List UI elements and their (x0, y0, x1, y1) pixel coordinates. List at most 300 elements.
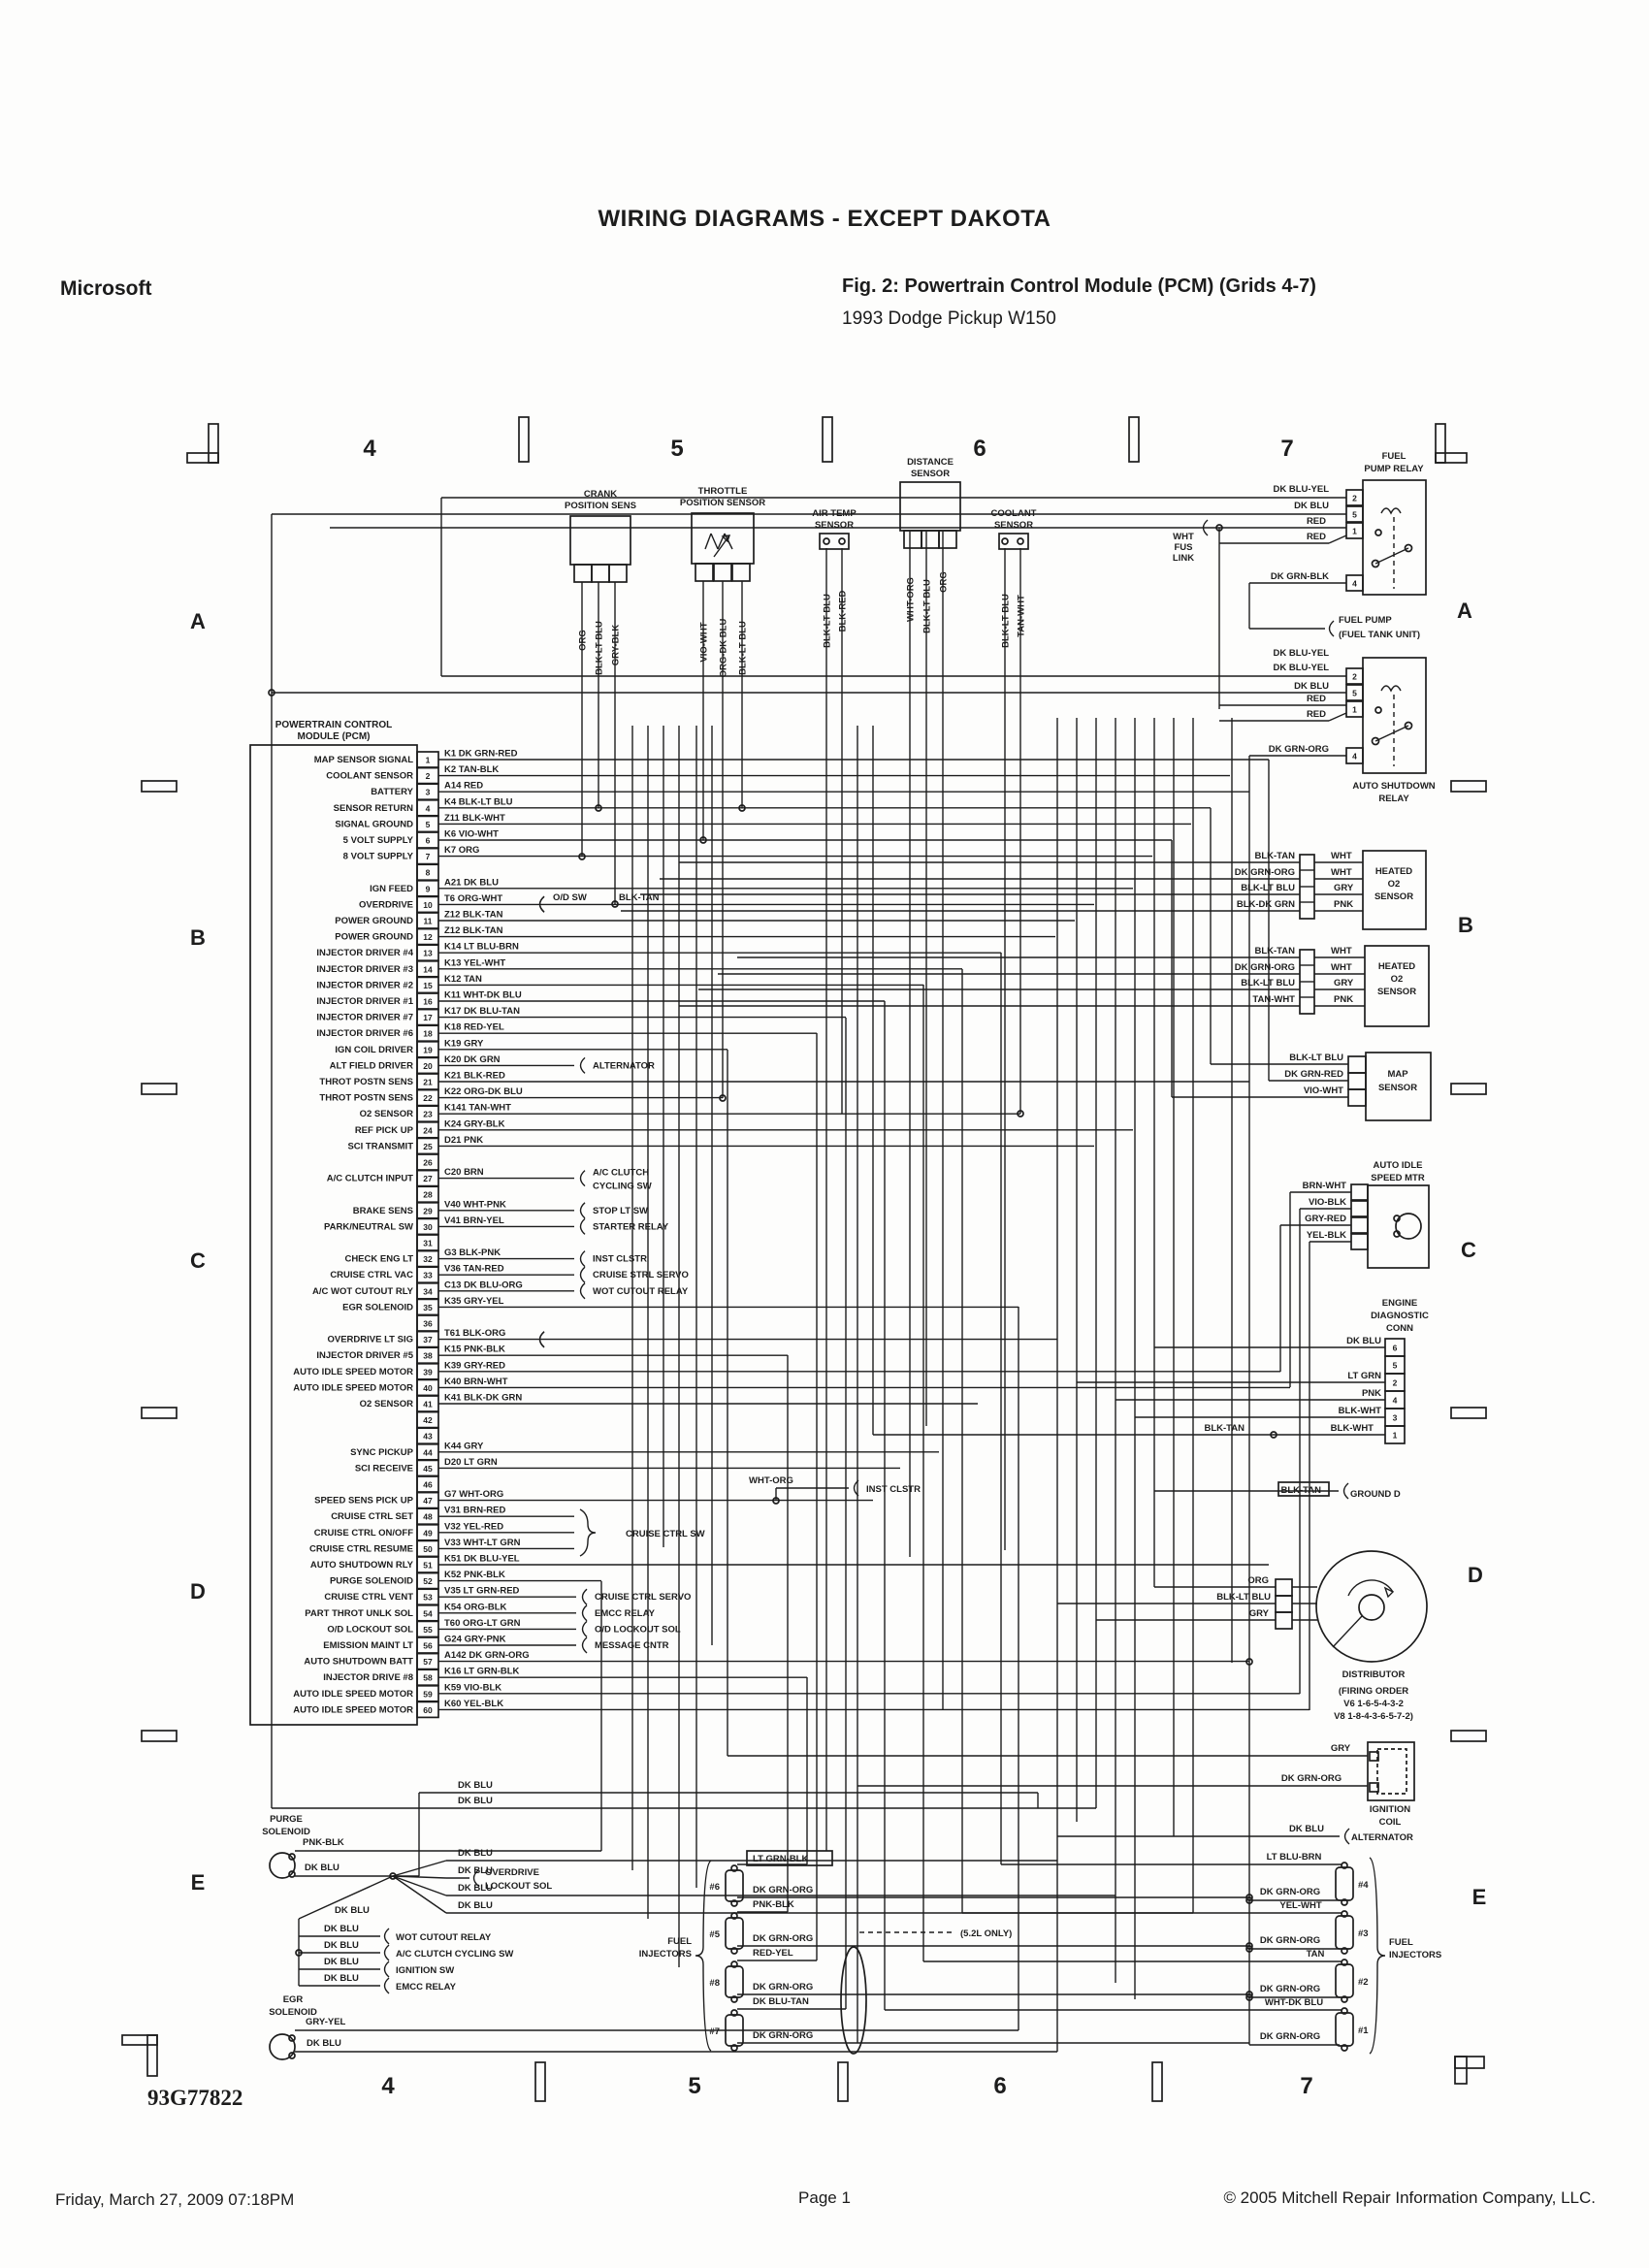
pcm-pin-number: 40 (423, 1382, 433, 1393)
sensor-title: CRANK (583, 489, 618, 500)
sensor-title: AIR TEMP (812, 508, 857, 519)
grid-row-letter: E (1471, 1885, 1487, 1909)
pcm-pin-label: AUTO SHUTDOWN BATT (304, 1656, 413, 1668)
pcm-wire-code: Z12 BLK-TAN (444, 909, 503, 921)
diagram-label: DK GRN-ORG (1268, 744, 1329, 755)
diagram-label: DK BLU (458, 1796, 493, 1806)
diagram-label: LT GRN-BLK (753, 1854, 809, 1864)
diagram-label: VIO-WHT (1303, 1085, 1343, 1096)
pcm-wire-code: V41 BRN-YEL (444, 1215, 504, 1226)
pcm-wire-code: K19 GRY (444, 1038, 484, 1050)
diagram-label: BRN-WHT (1302, 1181, 1346, 1191)
distributor-rotor (1333, 1616, 1362, 1647)
grid-row-letter: E (190, 1870, 206, 1895)
diagram-label: #6 (709, 1882, 720, 1893)
connector-pin-number: 2 (1352, 493, 1357, 503)
pcm-wire-code: K1 DK GRN-RED (444, 748, 518, 760)
diagram-label: #3 (1358, 1928, 1369, 1939)
connector-pin-number: 5 (1352, 688, 1357, 698)
diagram-label: DK BLU (324, 1940, 359, 1951)
pcm-pin-number: 18 (423, 1028, 433, 1039)
grid-mark (142, 1731, 177, 1741)
grid-col-number: 4 (381, 2073, 395, 2099)
diagram-label: (5.2L ONLY) (960, 1928, 1013, 1939)
pcm-pin-label: A/C CLUTCH INPUT (326, 1173, 413, 1184)
diagram-label: GRY (1248, 1608, 1269, 1619)
diagram-label: OVERDRIVE (485, 1867, 539, 1878)
diagram-label: MAP (1387, 1069, 1408, 1080)
connector-cell (922, 531, 939, 548)
pcm-pin-number: 20 (423, 1060, 433, 1071)
pcm-pin-label: PURGE SOLENOID (329, 1575, 413, 1587)
pcm-pin-label: CHECK ENG LT (344, 1253, 413, 1265)
diagram-label: VIO-BLK (1308, 1197, 1346, 1208)
diagram-label: (FUEL TANK UNIT) (1339, 630, 1421, 640)
grid-mark (535, 2062, 545, 2101)
page-title: WIRING DIAGRAMS - EXCEPT DAKOTA (598, 206, 1051, 232)
connector-cell (1276, 1596, 1292, 1612)
grid-mark (1129, 417, 1139, 462)
diagram-label: DK BLU (458, 1780, 493, 1791)
brace (1370, 1858, 1385, 2054)
pcm-wire-code: V33 WHT-LT GRN (444, 1537, 521, 1548)
diagram-label: BLK-WHT (1338, 1406, 1381, 1416)
diagram-label: GRY-RED (1305, 1214, 1346, 1224)
diagram-label: HEATED (1374, 866, 1413, 877)
connector-cell (939, 531, 956, 548)
diagram-label: LT BLU-BRN (1266, 1852, 1322, 1863)
injector-box (1336, 1867, 1353, 1900)
pcm-wire-code: K13 YEL-WHT (444, 957, 506, 969)
grid-col-number: 4 (363, 436, 376, 462)
wire-hook-icon (583, 1605, 588, 1621)
wire (705, 534, 711, 549)
brace-label: INJECTORS (1389, 1950, 1442, 1960)
grid-col-number: 7 (1300, 2073, 1313, 2099)
diagram-label: SENSOR (1376, 987, 1417, 997)
pcm-pin-number: 52 (423, 1576, 433, 1587)
pcm-pin-label: PARK/NEUTRAL SW (323, 1221, 413, 1233)
diagram-label: FUS (1174, 542, 1193, 553)
connector-pin-number: 5 (1352, 509, 1357, 520)
grid-col-number: 5 (670, 436, 684, 462)
wire-target-label: INST CLSTR (593, 1253, 647, 1265)
diagram-label: SOLENOID (262, 1827, 310, 1837)
diagram-label: LOCKOUT SOL (485, 1881, 553, 1892)
grid-col-number: 6 (993, 2073, 1007, 2099)
wire-hook-icon (581, 1057, 586, 1073)
pcm-pin-label: AUTO IDLE SPEED MOTOR (293, 1382, 413, 1394)
diagram-label: ORG (1247, 1575, 1269, 1586)
diagram-label: O2 (1390, 974, 1404, 985)
pcm-pin-number: 30 (423, 1221, 433, 1232)
diagram-label: PNK-BLK (303, 1837, 344, 1848)
diagram-label: SOLENOID (269, 2007, 317, 2018)
pcm-pin-number: 38 (423, 1350, 433, 1361)
sensor-box (900, 482, 960, 531)
sensor-wire-label: TAN-WHT (1016, 595, 1027, 637)
diagram-label: DK BLU-YEL (1273, 484, 1329, 495)
diagram-label: BLK-LT BLU (1289, 1053, 1343, 1063)
diagram-label: DISTRIBUTOR (1342, 1669, 1406, 1680)
pcm-pin-number: 24 (423, 1125, 433, 1136)
diagram-label: #8 (709, 1978, 720, 1989)
diagram-label: PNK (1361, 1388, 1381, 1399)
pcm-pin-number: 56 (423, 1640, 433, 1651)
pcm-pin-number: 49 (423, 1528, 433, 1539)
pcm-wire-code: V32 YEL-RED (444, 1521, 504, 1533)
pcm-wire-code: K59 VIO-BLK (444, 1682, 502, 1694)
junction-dot (1375, 530, 1381, 535)
wire-target-label: EMCC RELAY (595, 1607, 655, 1619)
connector-cell (714, 564, 731, 581)
wire-hook-icon (581, 1283, 586, 1299)
sensor-wire-label: WHT-ORG (905, 577, 917, 622)
diagram-label: DK BLU-YEL (1273, 663, 1329, 673)
diagram-label: DK BLU (458, 1883, 493, 1894)
sensor-wire-label: BLK-LT BLU (737, 621, 749, 675)
connector-cell (574, 565, 592, 582)
pcm-wire-code: K2 TAN-BLK (444, 764, 500, 776)
connector-cell (1348, 1089, 1366, 1106)
pcm-pin-label: IGN FEED (370, 883, 413, 894)
relay-contact (1375, 548, 1408, 564)
grid-mark (838, 2062, 848, 2101)
diagram-label: PUMP RELAY (1364, 464, 1424, 474)
sensor-wire-label: ORG-DK BLU (718, 618, 729, 678)
diagram-label: WHT (1331, 962, 1352, 973)
pcm-pin-label: OVERDRIVE (359, 899, 413, 911)
sensor-title: SENSOR (993, 520, 1034, 531)
pcm-pin-label: ALT FIELD DRIVER (329, 1060, 413, 1072)
pcm-pin-number: 37 (423, 1335, 433, 1345)
diagram-label: DIAGNOSTIC (1371, 1311, 1429, 1321)
wire-hook-icon (581, 1251, 586, 1267)
connector-pin-number: 1 (1392, 1430, 1398, 1441)
diagram-label: RED (1306, 709, 1326, 720)
diagram-label: SENSOR (1374, 891, 1414, 902)
diagram-label: O/D SW (553, 892, 587, 903)
grid-row-letter: D (1468, 1563, 1483, 1587)
grid-mark (1451, 781, 1486, 792)
diagram-number: 93G77822 (147, 2086, 243, 2110)
wire (393, 1876, 446, 1895)
pcm-pin-label: INJECTOR DRIVE #8 (323, 1672, 413, 1684)
grid-mark (142, 781, 177, 792)
pcm-wire-code: K39 GRY-RED (444, 1360, 505, 1372)
pcm-pin-label: SIGNAL GROUND (335, 819, 413, 830)
pcm-wire-code: K18 RED-YEL (444, 1021, 504, 1033)
wire (393, 1876, 446, 1878)
wire-hook-icon (581, 1218, 586, 1234)
diagram-label: GRY-YEL (306, 2017, 346, 2027)
component-box (1363, 851, 1426, 929)
relay-coil-icon (1381, 508, 1401, 513)
pcm-wire-code: V31 BRN-RED (444, 1505, 506, 1516)
diagram-label: DK BLU (305, 1863, 340, 1873)
pcm-pin-number: 29 (423, 1206, 433, 1216)
pcm-pin-number: 51 (423, 1560, 433, 1571)
diagram-label: DK GRN-ORG (753, 1885, 814, 1895)
connector-pin-number: 1 (1352, 526, 1357, 536)
pcm-pin-label: SCI RECEIVE (354, 1463, 413, 1474)
pcm-pin-label: SYNC PICKUP (350, 1446, 413, 1458)
figure-subtitle: 1993 Dodge Pickup W150 (842, 308, 1056, 329)
pcm-pin-number: 44 (423, 1447, 433, 1458)
diagram-label: DK GRN-ORG (1234, 867, 1295, 878)
pcm-pin-label: INJECTOR DRIVER #5 (316, 1350, 413, 1362)
sensor-box (570, 516, 630, 565)
diagram-label: BLK-LT BLU (1216, 1592, 1271, 1603)
pcm-wire-code: A14 RED (444, 780, 484, 792)
wire-hook-icon (1345, 1829, 1350, 1844)
pcm-pin-number: 34 (423, 1286, 433, 1297)
pcm-pin-number: 54 (423, 1608, 433, 1619)
wire-hook-icon (581, 1267, 586, 1282)
diagram-label: GRY (1330, 1743, 1351, 1754)
pcm-pin-label: REF PICK UP (354, 1124, 413, 1136)
pcm-wire-code: T61 BLK-ORG (444, 1328, 506, 1340)
pcm-wire-code: K24 GRY-BLK (444, 1118, 505, 1130)
pcm-pin-number: 14 (423, 964, 433, 975)
grid-col-number: 7 (1280, 436, 1294, 462)
wire-target-label: CRUISE STRL SERVO (593, 1270, 689, 1281)
pcm-pin-label: BATTERY (371, 787, 413, 798)
junction-dot (1375, 707, 1381, 713)
diagram-label: YEL-BLK (1306, 1230, 1346, 1241)
pcm-pin-label: AUTO IDLE SPEED MOTOR (293, 1704, 413, 1716)
pcm-pin-number: 50 (423, 1543, 433, 1554)
pcm-pin-label: A/C WOT CUTOUT RLY (312, 1285, 413, 1297)
figure-title: Fig. 2: Powertrain Control Module (PCM) (Grids 4-7) (842, 275, 1316, 297)
pcm-pin-label: PART THROT UNLK SOL (305, 1607, 413, 1619)
diagram-label: PURGE (270, 1814, 303, 1825)
connector-pin-number: 3 (1392, 1412, 1398, 1423)
pcm-pin-label: INJECTOR DRIVER #7 (316, 1012, 413, 1023)
diagram-label: #7 (709, 2026, 720, 2037)
component-circle (1359, 1595, 1384, 1620)
diagram-label: #1 (1358, 2025, 1369, 2036)
pcm-pin-label: BRAKE SENS (352, 1205, 413, 1216)
wire-target-label: O/D LOCKOUT SOL (595, 1624, 681, 1636)
footer-page-number: Page 1 (798, 2188, 851, 2207)
diagram-label: DK BLU (324, 1924, 359, 1934)
pcm-pin-label: AUTO SHUTDOWN RLY (309, 1560, 413, 1571)
sensor-title: POSITION SENS (565, 501, 636, 511)
diagram-label: YEL-WHT (1279, 1900, 1322, 1911)
sensor-title: SENSOR (814, 520, 855, 531)
diagram-label: #4 (1358, 1880, 1369, 1891)
injector-box (726, 1870, 743, 1901)
grid-mark (1455, 2057, 1467, 2084)
diagram-label: GRY (1334, 978, 1354, 988)
wire-hook-icon (385, 1978, 390, 1993)
grid-mark (519, 417, 529, 462)
pcm-pin-number: 39 (423, 1367, 433, 1377)
pcm-pin-label: O/D LOCKOUT SOL (327, 1624, 413, 1636)
sensor-wire-label: BLK-LT BLU (594, 621, 605, 675)
diagram-label: BLK-TAN (619, 892, 660, 903)
pcm-wire-code: D20 LT GRN (444, 1456, 498, 1468)
pcm-pin-label: SCI TRANSMIT (347, 1141, 413, 1152)
sensor-wire-label: ORG (938, 571, 950, 593)
diagram-label: GROUND D (1350, 1489, 1401, 1500)
footer-date: Friday, March 27, 2009 07:18PM (55, 2190, 295, 2209)
connector-cell (1351, 1234, 1368, 1249)
diagram-label: RED (1306, 516, 1326, 527)
pcm-wire-code: K51 DK BLU-YEL (444, 1553, 520, 1565)
diagram-label: V8 1-8-4-3-6-5-7-2) (1334, 1711, 1413, 1722)
diagram-label: (FIRING ORDER (1338, 1686, 1409, 1697)
pcm-pin-number: 10 (423, 899, 433, 910)
pcm-pin-label: INJECTOR DRIVER #2 (316, 980, 413, 991)
watermark-brand: Microsoft (60, 277, 152, 300)
connector-cell (592, 565, 609, 582)
brace-label: FUEL (667, 1936, 692, 1947)
harness-loop (841, 1947, 866, 2054)
grid-mark (1451, 1731, 1486, 1741)
pcm-pin-label: INJECTOR DRIVER #4 (316, 948, 413, 959)
pcm-pin-number: 53 (423, 1592, 433, 1603)
diagram-label: BLK-LT BLU (1241, 883, 1295, 893)
sensor-title: COOLANT (990, 508, 1037, 519)
pcm-wire-code: K17 DK BLU-TAN (444, 1006, 520, 1018)
wire-hook-icon (385, 1945, 390, 1960)
diagram-label: WHT-DK BLU (1264, 1997, 1324, 2008)
pcm-title: POWERTRAIN CONTROL (275, 720, 393, 730)
pcm-wire-code: K22 ORG-DK BLU (444, 1086, 523, 1098)
diagram-label: DK GRN-ORG (753, 1982, 814, 1993)
wire-target-label: WOT CUTOUT RELAY (593, 1285, 689, 1297)
wire-target-label: STOP LT SW (593, 1205, 649, 1216)
pcm-pin-label: CRUISE CTRL VENT (324, 1592, 413, 1604)
grid-row-letter: A (190, 609, 206, 633)
diagram-label: DK GRN-ORG (753, 2030, 814, 2041)
pcm-wire-code: A142 DK GRN-ORG (444, 1650, 530, 1662)
grid-row-letter: C (190, 1248, 206, 1273)
diagram-label: LT GRN (1347, 1371, 1381, 1381)
pcm-wire-code: C20 BRN (444, 1167, 484, 1179)
connector-cell (904, 531, 922, 548)
pcm-pin-number: 55 (423, 1624, 433, 1635)
pcm-pin-label: OVERDRIVE LT SIG (327, 1334, 413, 1345)
pcm-pin-number: 42 (423, 1415, 433, 1426)
connector-cell (1276, 1579, 1292, 1596)
pcm-pin-number: 8 (425, 867, 431, 878)
wire-hook-icon (583, 1589, 588, 1604)
component-circle (270, 1853, 295, 1878)
pcm-wire-code: K44 GRY (444, 1441, 484, 1452)
diagram-label: O2 (1387, 879, 1401, 890)
pcm-wire-code: T60 ORG-LT GRN (444, 1617, 521, 1629)
sensor-wire-label: GRY-BLK (610, 624, 622, 666)
wire-target-label: STARTER RELAY (593, 1221, 669, 1233)
injector-box (1336, 1964, 1353, 1997)
pcm-pin-number: 7 (425, 852, 431, 862)
wire-target-label: CRUISE CTRL SERVO (595, 1592, 692, 1604)
pcm-pin-number: 43 (423, 1431, 433, 1442)
pcm-pin-number: 21 (423, 1077, 433, 1087)
diagram-label: DK BLU (458, 1848, 493, 1859)
pcm-pin-number: 32 (423, 1254, 433, 1265)
diagram-label: WHT (1331, 851, 1352, 861)
pcm-pin-label: SENSOR RETURN (333, 802, 413, 814)
grid-col-number: 5 (688, 2073, 701, 2099)
sensor-title: DISTANCE (907, 457, 954, 468)
connector-cell (1351, 1217, 1368, 1233)
component-circle (270, 2034, 295, 2059)
pcm-wire-code: K52 PNK-BLK (444, 1570, 505, 1581)
connector-cell (732, 564, 750, 581)
pcm-wire-code: Z12 BLK-TAN (444, 925, 503, 937)
pcm-pin-label: EGR SOLENOID (342, 1302, 413, 1313)
diagram-label: BLK-TAN (1254, 851, 1295, 861)
brace (580, 1509, 596, 1556)
grid-row-letter: B (190, 925, 206, 950)
grid-mark (142, 1084, 177, 1094)
pcm-wire-code: K4 BLK-LT BLU (444, 796, 513, 808)
diagram-label: AUTO IDLE (1373, 1160, 1423, 1171)
pcm-pin-label: 5 VOLT SUPPLY (342, 835, 413, 846)
diagram-label: DK BLU (458, 1900, 493, 1911)
diagram-label: PNK-BLK (753, 1899, 794, 1910)
diagram-label: V6 1-6-5-4-3-2 (1343, 1699, 1404, 1709)
pcm-pin-label: 8 VOLT SUPPLY (342, 851, 413, 862)
pcm-wire-code: K15 PNK-BLK (444, 1344, 505, 1355)
connector-pin-number: 2 (1352, 671, 1357, 682)
diagram-label: CONN (1386, 1323, 1413, 1334)
pcm-pin-label: EMISSION MAINT LT (323, 1640, 413, 1651)
grid-mark (1152, 2062, 1162, 2101)
pcm-pin-label: CRUISE CTRL RESUME (309, 1543, 413, 1555)
pcm-wire-code: K41 BLK-DK GRN (444, 1392, 523, 1404)
coil-inner-box (1377, 1749, 1406, 1794)
diagram-label: DK BLU-TAN (753, 1996, 809, 2007)
pcm-wire-code: K40 BRN-WHT (444, 1376, 508, 1387)
injector-box (1336, 2013, 1353, 2046)
diagram-label: PNK (1334, 994, 1354, 1005)
grid-mark (147, 2035, 157, 2076)
pcm-wire-code: K21 BLK-RED (444, 1070, 505, 1082)
connector-cell (1351, 1201, 1368, 1216)
pcm-pin-number: 57 (423, 1657, 433, 1668)
diagram-label: BLK-DK GRN (1236, 899, 1295, 910)
wire-hook-icon (581, 1171, 586, 1186)
wire-target-label: ALTERNATOR (593, 1060, 655, 1072)
diagram-label: INST CLSTR (866, 1484, 921, 1495)
sensor-title: THROTTLE (697, 486, 748, 497)
sensor-title: SENSOR (910, 469, 951, 479)
pcm-pin-number: 58 (423, 1672, 433, 1683)
pcm-pin-number: 12 (423, 932, 433, 943)
pcm-wire-code: Z11 BLK-WHT (444, 812, 505, 824)
component-box (1368, 1185, 1429, 1268)
pcm-pin-label: IGN COIL DRIVER (335, 1044, 413, 1055)
pcm-wire-code: K35 GRY-YEL (444, 1295, 504, 1307)
relay-coil-icon (1381, 686, 1401, 691)
connector-cell (609, 565, 627, 582)
pcm-wire-code: K6 VIO-WHT (444, 828, 499, 840)
diagram-label: WHT (1331, 867, 1352, 878)
junction-dot (839, 538, 845, 544)
diagram-label: DK BLU (335, 1905, 370, 1916)
diagram-label: LINK (1172, 553, 1195, 564)
pcm-pin-label: INJECTOR DRIVER #3 (316, 963, 413, 975)
injector-box (726, 1966, 743, 1997)
diagram-label: DK GRN-ORG (1280, 1773, 1342, 1784)
pcm-pin-number: 28 (423, 1189, 433, 1200)
pcm-pin-number: 1 (425, 755, 431, 765)
